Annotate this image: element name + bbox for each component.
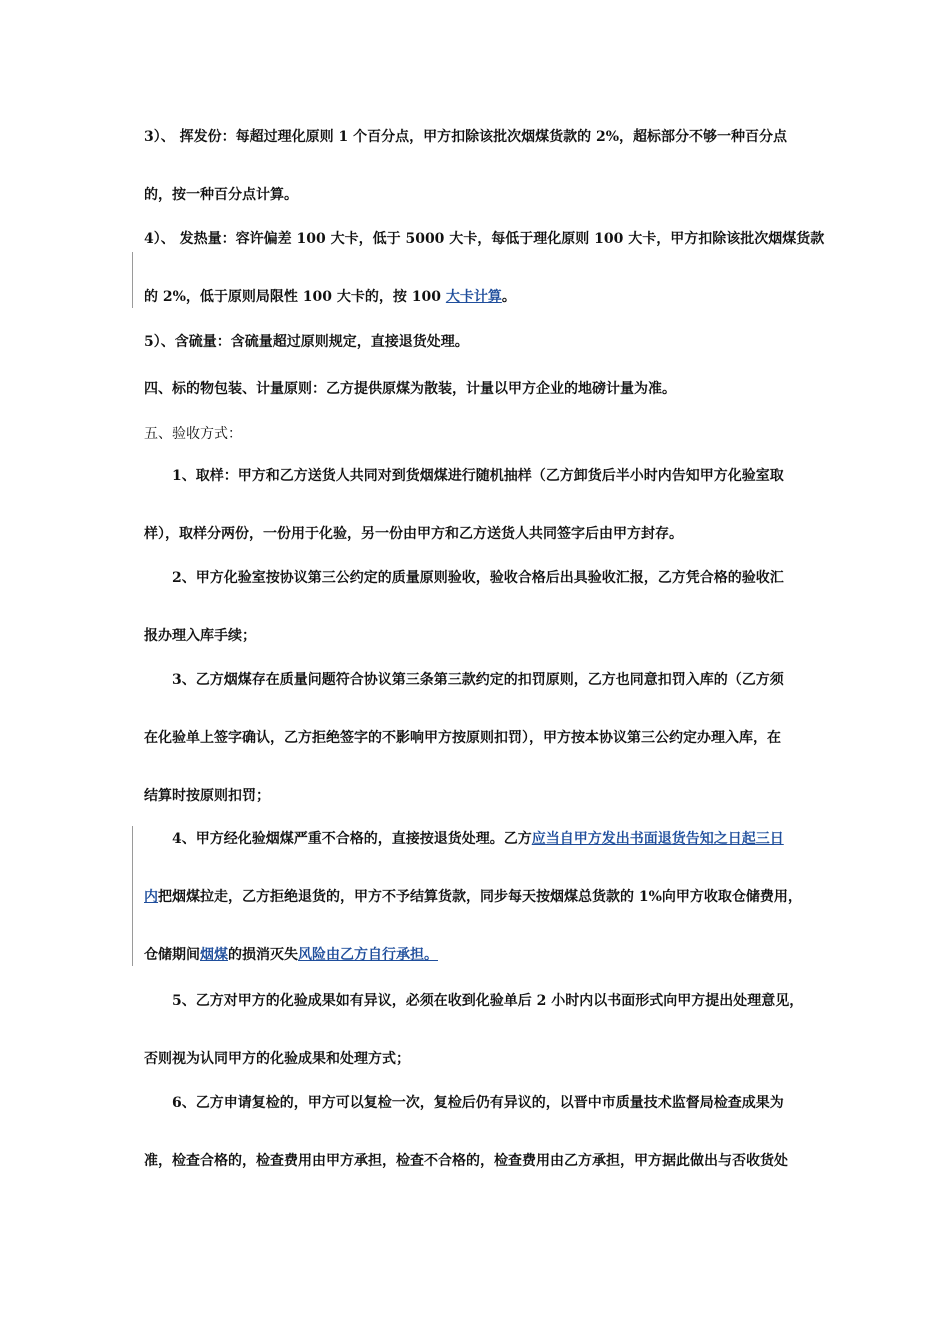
paragraph-line: 准，检查合格的，检查费用由甲方承担，检查不合格的，检查费用由乙方承担，甲方据此做出与否收货处 [144, 1153, 788, 1169]
text-run: 的 2%，低于原则局限性 100 大卡的，按 100 [144, 289, 446, 305]
paragraph-line: 5）、含硫量：含硫量超过原则规定，直接退货处理。 [144, 334, 469, 350]
hyperlink[interactable]: 内 [144, 889, 158, 905]
paragraph-line: 报办理入库手续； [144, 628, 256, 644]
paragraph-line [144, 887, 802, 907]
paragraph-line [172, 829, 784, 849]
text-run: 把烟煤拉走，乙方拒绝退货的，甲方不予结算货款，同步每天按烟煤总货款的 1%向甲方收取仓储费用， [158, 889, 802, 905]
paragraph-line: 否则视为认同甲方的化验成果和处理方式； [144, 1051, 410, 1067]
paragraph-line: 6、乙方申请复检的，甲方可以复检一次，复检后仍有异议的，以晋中市质量技术监督局检查成果为 [172, 1095, 784, 1111]
section-heading: 五、验收方式： [144, 426, 242, 442]
paragraph-line: 样），取样分两份，一份用于化验，另一份由甲方和乙方送货人共同签字后由甲方封存。 [144, 526, 683, 542]
text-run: 的损消灭失 [228, 947, 298, 963]
paragraph-line: 3、乙方烟煤存在质量问题符合协议第三条第三款约定的扣罚原则，乙方也同意扣罚入库的（乙方须 [172, 672, 784, 688]
paragraph-line: 1、取样：甲方和乙方送货人共同对到货烟煤进行随机抽样（乙方卸货后半小时内告知甲方化验室取 [172, 468, 784, 484]
paragraph-line: 结算时按原则扣罚； [144, 788, 270, 804]
revision-bar [132, 252, 133, 308]
paragraph-line: 2、甲方化验室按协议第三公约定的质量原则验收，验收合格后出具验收汇报，乙方凭合格的验收汇 [172, 570, 784, 586]
text-run: 。 [501, 289, 516, 305]
hyperlink[interactable]: 应当自甲方发出书面退货告知之日起三日 [531, 831, 784, 847]
paragraph-line: 四、标的物包装、计量原则：乙方提供原煤为散装，计量以甲方企业的地磅计量为准。 [144, 381, 676, 397]
paragraph-line [144, 945, 438, 965]
hyperlink[interactable]: 大卡计算 [445, 289, 502, 305]
text-run: 4、甲方经化验烟煤严重不合格的，直接按退货处理。乙方 [172, 831, 532, 847]
paragraph-line: 3）、 挥发份：每超过理化原则 1 个百分点，甲方扣除该批次烟煤货款的 2%，超标部分不够一种百分点 [144, 129, 788, 145]
hyperlink[interactable]: 烟煤 [200, 947, 228, 963]
paragraph-line: 4）、 发热量：容许偏差 100 大卡，低于 5000 大卡，每低于理化原则 100 大卡，甲方扣除该批次烟煤货款 [144, 231, 825, 247]
hyperlink[interactable]: 风险由乙方自行承担。 [298, 947, 438, 963]
paragraph-line: 5、乙方对甲方的化验成果如有异议，必须在收到化验单后 2 小时内以书面形式向甲方提出处理意见， [172, 993, 804, 1009]
text-run: 仓储期间 [144, 947, 200, 963]
paragraph-line: 的，按一种百分点计算。 [144, 187, 298, 203]
revision-bar [132, 826, 133, 966]
paragraph-line: 在化验单上签字确认，乙方拒绝签字的不影响甲方按原则扣罚），甲方按本协议第三公约定办理入库，在 [144, 730, 781, 746]
paragraph-line [144, 287, 516, 307]
